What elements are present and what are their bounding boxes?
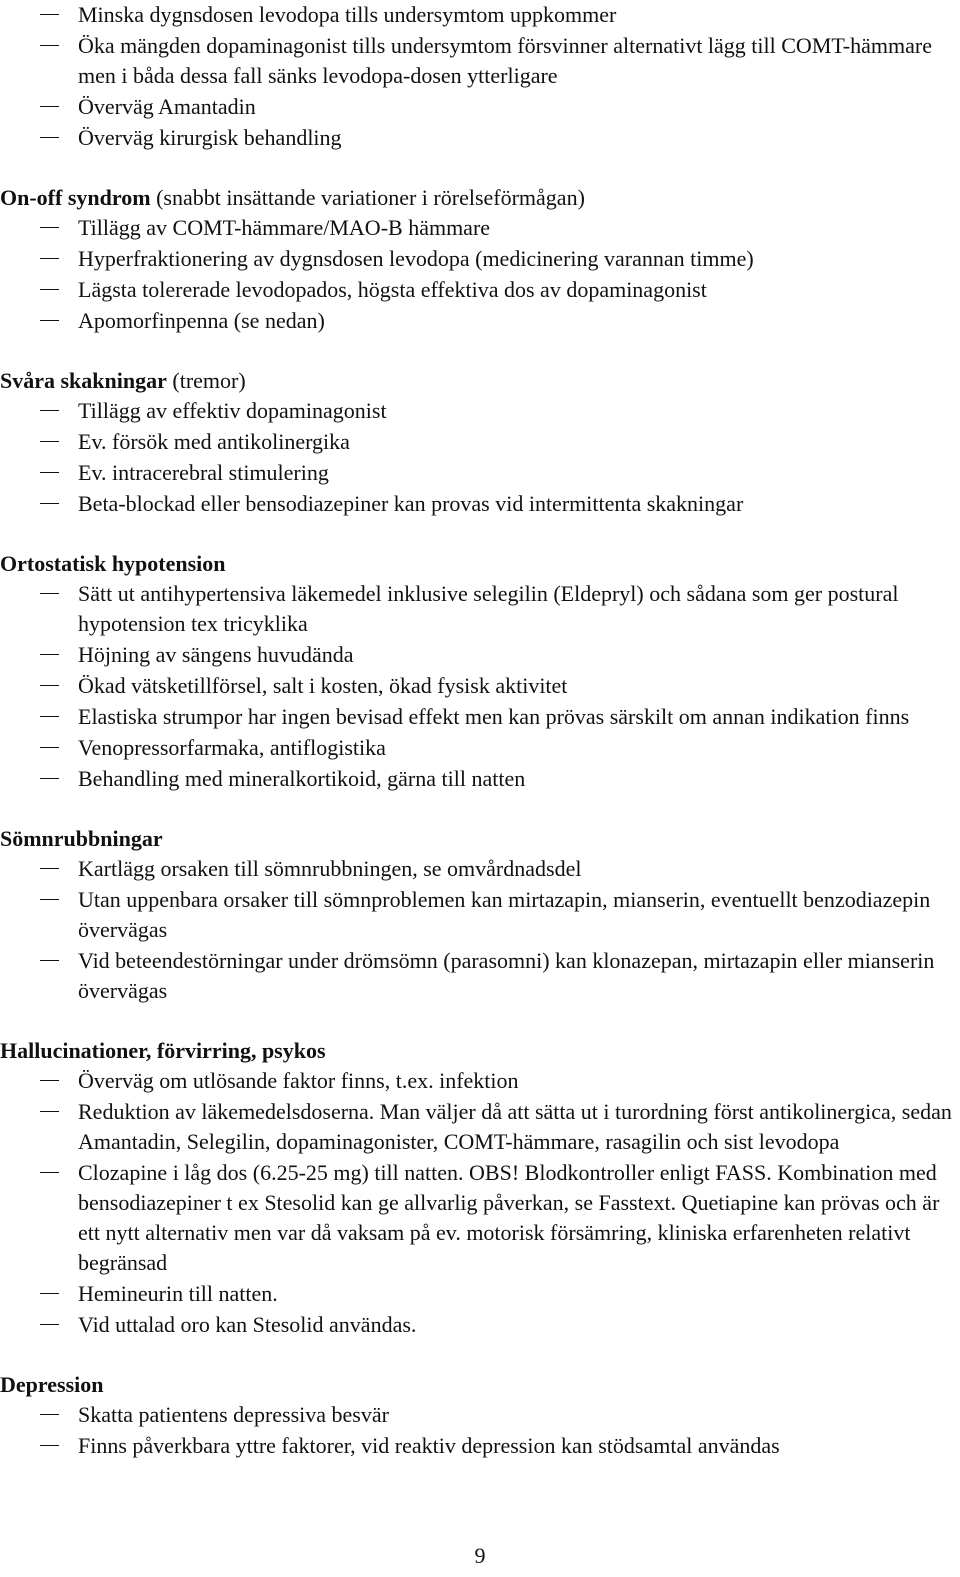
list-item-text: Utan uppenbara orsaker till sömnproblemen kan mirtazapin, mianserin, eventuellt benzodiazepin övervägas	[78, 887, 931, 942]
dash-bullet	[40, 1111, 59, 1112]
list-item	[0, 733, 960, 763]
list-item	[0, 854, 960, 884]
list-item	[0, 1066, 960, 1096]
dash-bullet	[40, 137, 59, 138]
section-title: Ortostatisk hypotension	[0, 551, 226, 576]
list-item-text: Venopressorfarmaka, antiflogistika	[78, 735, 386, 760]
list-item-text: Vid beteendestörningar under drömsömn (parasomni) kan klonazepan, mirtazapin eller mianserin övervägas	[78, 948, 935, 1003]
dash-bullet	[40, 441, 59, 442]
dash-bullet	[40, 716, 59, 717]
dash-bullet	[40, 960, 59, 961]
section-depression	[0, 1369, 960, 1461]
dash-bullet	[40, 410, 59, 411]
dash-bullet	[40, 45, 59, 46]
dash-bullet	[40, 1414, 59, 1415]
dash-bullet	[40, 503, 59, 504]
list-item-text: Öka mängden dopaminagonist tills undersymtom försvinner alternativt lägg till COMT-hämmare men i båda dessa fall sänks levodopa-dosen ytterligare	[78, 33, 932, 88]
list-item-text: Finns påverkbara yttre faktorer, vid reaktiv depression kan stödsamtal användas	[78, 1433, 780, 1458]
list-item	[0, 275, 960, 305]
dash-bullet	[40, 593, 59, 594]
intro-list	[0, 0, 960, 153]
section-list	[0, 396, 960, 519]
dash-bullet	[40, 1293, 59, 1294]
section-list	[0, 213, 960, 336]
section-heading	[0, 1035, 960, 1066]
section-spacer	[0, 337, 960, 365]
list-item-text: Lägsta tolererade levodopados, högsta effektiva dos av dopaminagonist	[78, 277, 707, 302]
section-hallucinations	[0, 1035, 960, 1340]
dash-bullet	[40, 320, 59, 321]
dash-bullet	[40, 1172, 59, 1173]
list-item	[0, 458, 960, 488]
list-item-text: Vid uttalad oro kan Stesolid användas.	[78, 1312, 417, 1337]
list-item-text: Elastiska strumpor har ingen bevisad effekt men kan prövas särskilt om annan indikation finns	[78, 704, 910, 729]
list-item	[0, 31, 960, 91]
list-item	[0, 306, 960, 336]
list-item-text: Överväg kirurgisk behandling	[78, 125, 342, 150]
dash-bullet	[40, 14, 59, 15]
list-item-text: Ev. intracerebral stimulering	[78, 460, 329, 485]
section-list	[0, 854, 960, 1006]
section-orthostatic-hypotension	[0, 548, 960, 794]
list-item-text: Överväg Amantadin	[78, 94, 256, 119]
list-item	[0, 946, 960, 1006]
dash-bullet	[40, 778, 59, 779]
dash-bullet	[40, 868, 59, 869]
dash-bullet	[40, 258, 59, 259]
list-item-text: Hemineurin till natten.	[78, 1281, 278, 1306]
section-list	[0, 1066, 960, 1340]
dash-bullet	[40, 685, 59, 686]
dash-bullet	[40, 1445, 59, 1446]
list-item	[0, 213, 960, 243]
section-title: Svåra skakningar	[0, 368, 167, 393]
section-spacer	[0, 795, 960, 823]
list-item	[0, 640, 960, 670]
list-item	[0, 885, 960, 945]
section-list	[0, 1400, 960, 1461]
list-item	[0, 489, 960, 519]
section-list	[0, 579, 960, 794]
list-item	[0, 579, 960, 639]
dash-bullet	[40, 899, 59, 900]
list-item	[0, 123, 960, 153]
list-item-text: Kartlägg orsaken till sömnrubbningen, se omvårdnadsdel	[78, 856, 582, 881]
section-title: Hallucinationer, förvirring, psykos	[0, 1038, 326, 1063]
list-item	[0, 244, 960, 274]
list-item	[0, 1400, 960, 1430]
list-item	[0, 671, 960, 701]
list-item	[0, 92, 960, 122]
section-title: Sömnrubbningar	[0, 826, 163, 851]
list-item-text: Ökad vätsketillförsel, salt i kosten, ökad fysisk aktivitet	[78, 673, 568, 698]
dash-bullet	[40, 472, 59, 473]
list-item-text: Reduktion av läkemedelsdoserna. Man väljer då att sätta ut i turordning först antikolinergica, sedan Amantadin, Selegilin, dopaminagonister, COMT-hämmare, rasagilin och sist levodopa	[78, 1099, 952, 1154]
section-subtitle: (tremor)	[166, 368, 246, 393]
list-item	[0, 1158, 960, 1278]
dash-bullet	[40, 106, 59, 107]
section-title: Depression	[0, 1372, 104, 1397]
list-item-text: Beta-blockad eller bensodiazepiner kan provas vid intermittenta skakningar	[78, 491, 744, 516]
list-item	[0, 1431, 960, 1461]
page-number: 9	[474, 1543, 486, 1568]
list-item	[0, 0, 960, 30]
list-item-text: Skatta patientens depressiva besvär	[78, 1402, 389, 1427]
section-sleep-disorders	[0, 823, 960, 1006]
list-item-text: Tillägg av effektiv dopaminagonist	[78, 398, 387, 423]
section-spacer	[0, 1007, 960, 1035]
list-item	[0, 702, 960, 732]
dash-bullet	[40, 1080, 59, 1081]
list-item-text: Behandling med mineralkortikoid, gärna till natten	[78, 766, 526, 791]
list-item-text: Hyperfraktionering av dygnsdosen levodopa (medicinering varannan timme)	[78, 246, 754, 271]
dash-bullet	[40, 289, 59, 290]
list-item	[0, 764, 960, 794]
section-spacer	[0, 520, 960, 548]
section-subtitle: (snabbt insättande variationer i rörelseförmågan)	[150, 185, 585, 210]
section-heading	[0, 182, 960, 213]
section-heading	[0, 1369, 960, 1400]
list-item-text: Överväg om utlösande faktor finns, t.ex. infektion	[78, 1068, 519, 1093]
list-item-text: Ev. försök med antikolinergika	[78, 429, 350, 454]
section-heading	[0, 823, 960, 854]
list-item-text: Tillägg av COMT-hämmare/MAO-B hämmare	[78, 215, 491, 240]
list-item	[0, 1310, 960, 1340]
section-title: On-off syndrom	[0, 185, 151, 210]
section-spacer	[0, 1341, 960, 1369]
section-heading	[0, 548, 960, 579]
section-heading	[0, 365, 960, 396]
section-on-off	[0, 182, 960, 336]
dash-bullet	[40, 747, 59, 748]
list-item-text: Clozapine i låg dos (6.25-25 mg) till natten. OBS! Blodkontroller enligt FASS. Kombination med bensodiazepiner t ex Stesolid kan ge allvarlig påverkan, se Fasstext. Quetiapine kan prövas och är ett nytt alternativ men var då vaksam på ev. motorisk försämring, kliniska erfarenheten relativt begränsad	[78, 1160, 940, 1275]
dash-bullet	[40, 1324, 59, 1325]
list-item-text: Höjning av sängens huvudända	[78, 642, 354, 667]
dash-bullet	[40, 654, 59, 655]
list-item	[0, 427, 960, 457]
list-item-text: Minska dygnsdosen levodopa tills undersymtom uppkommer	[78, 2, 617, 27]
list-item	[0, 1097, 960, 1157]
section-spacer	[0, 154, 960, 182]
list-item-text: Apomorfinpenna (se nedan)	[78, 308, 325, 333]
list-item	[0, 1279, 960, 1309]
dash-bullet	[40, 227, 59, 228]
section-tremor	[0, 365, 960, 519]
list-item	[0, 396, 960, 426]
list-item-text: Sätt ut antihypertensiva läkemedel inklusive selegilin (Eldepryl) och sådana som ger postural hypotension tex tricyklika	[78, 581, 899, 636]
